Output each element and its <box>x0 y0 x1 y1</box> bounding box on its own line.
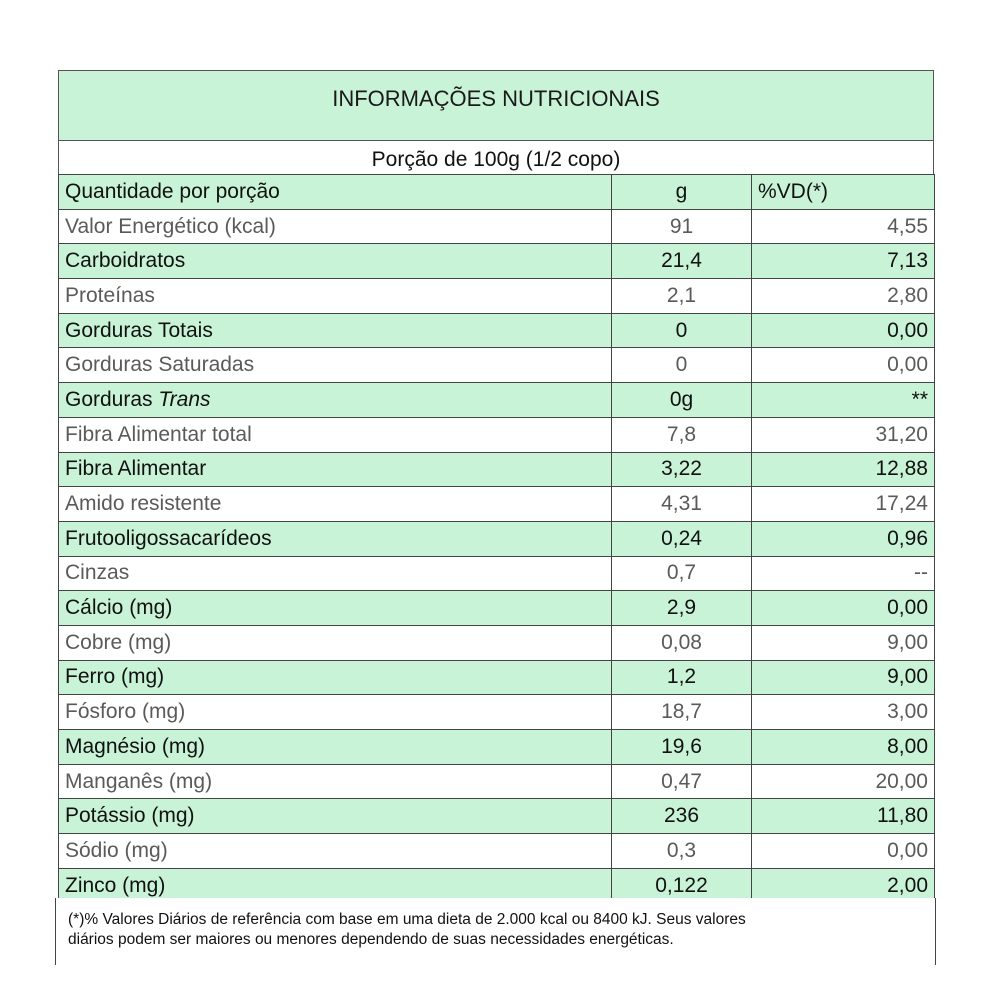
nutrient-name-text: Fibra Alimentar <box>65 457 207 481</box>
nutrient-name-text: Ferro (mg) <box>65 665 165 689</box>
nutrient-grams: 4,31 <box>612 487 752 522</box>
table-row <box>59 244 935 279</box>
nutrient-daily-value: 0,00 <box>752 348 935 383</box>
table-row <box>59 799 935 834</box>
nutrient-name-text: Cálcio (mg) <box>65 596 173 620</box>
nutrition-facts-panel <box>58 70 934 903</box>
nutrient-grams: 236 <box>612 799 752 834</box>
nutrient-grams: 0 <box>612 348 752 383</box>
nutrient-name-text: Potássio (mg) <box>65 804 195 828</box>
nutrient-name <box>59 556 612 591</box>
nutrient-grams: 0g <box>612 383 752 418</box>
nutrient-name-text: Gorduras Saturadas <box>65 353 255 377</box>
header-daily-value: %VD(*) <box>752 175 935 210</box>
nutrient-daily-value: 8,00 <box>752 730 935 765</box>
nutrient-name-text: Proteínas <box>65 283 155 307</box>
nutrient-grams: 3,22 <box>612 452 752 487</box>
nutrient-name <box>59 279 612 314</box>
nutrition-table <box>58 174 935 903</box>
nutrition-table-body <box>59 175 935 903</box>
nutrient-grams: 2,1 <box>612 279 752 314</box>
nutrient-daily-value: 0,96 <box>752 521 935 556</box>
nutrient-daily-value: 11,80 <box>752 799 935 834</box>
nutrient-grams: 0,3 <box>612 834 752 869</box>
nutrient-name-text: Carboidratos <box>65 249 186 273</box>
table-row <box>59 591 935 626</box>
nutrient-name-text: Frutooligossacarídeos <box>65 526 272 550</box>
portion-size: Porção de 100g (1/2 copo) <box>58 141 934 174</box>
nutrient-grams: 7,8 <box>612 417 752 452</box>
table-title: INFORMAÇÕES NUTRICIONAIS <box>58 70 934 141</box>
nutrient-daily-value: 9,00 <box>752 660 935 695</box>
nutrient-name-text: Gorduras <box>65 387 159 411</box>
nutrient-name-text: Gorduras Totais <box>65 318 213 342</box>
table-row <box>59 521 935 556</box>
header-quantity: Quantidade por porção <box>59 175 612 210</box>
nutrient-daily-value: 4,55 <box>752 209 935 244</box>
table-row <box>59 764 935 799</box>
nutrient-daily-value: 12,88 <box>752 452 935 487</box>
nutrient-grams: 0,47 <box>612 764 752 799</box>
nutrient-name-text: Amido resistente <box>65 492 222 516</box>
nutrient-grams: 0,7 <box>612 556 752 591</box>
nutrient-daily-value: 0,00 <box>752 313 935 348</box>
nutrient-name-text: Fósforo (mg) <box>65 700 186 724</box>
nutrient-name <box>59 487 612 522</box>
table-row <box>59 625 935 660</box>
nutrient-name-text: Sódio (mg) <box>65 838 168 862</box>
table-header-row <box>59 175 935 210</box>
table-row <box>59 487 935 522</box>
nutrient-name <box>59 834 612 869</box>
nutrient-daily-value: 3,00 <box>752 695 935 730</box>
nutrient-daily-value: 0,00 <box>752 834 935 869</box>
footnote-line-2: diários podem ser maiores ou menores dependendo de suas necessidades energéticas. <box>68 931 674 948</box>
nutrient-daily-value: 7,13 <box>752 244 935 279</box>
table-row <box>59 730 935 765</box>
nutrient-name <box>59 660 612 695</box>
nutrient-daily-value: 31,20 <box>752 417 935 452</box>
nutrient-daily-value: -- <box>752 556 935 591</box>
nutrient-name-text: Valor Energético (kcal) <box>65 214 276 238</box>
nutrient-grams: 0 <box>612 313 752 348</box>
nutrient-name <box>59 764 612 799</box>
nutrient-name <box>59 244 612 279</box>
nutrient-name-text: Cinzas <box>65 561 130 585</box>
nutrient-grams: 18,7 <box>612 695 752 730</box>
nutrient-name <box>59 625 612 660</box>
nutrient-name <box>59 452 612 487</box>
footnote <box>55 898 936 965</box>
nutrient-grams: 19,6 <box>612 730 752 765</box>
table-row <box>59 313 935 348</box>
nutrient-name <box>59 799 612 834</box>
footnote-line-1: (*)% Valores Diários de referência com base em uma dieta de 2.000 kcal ou 8400 kJ. Seus valores <box>68 911 746 928</box>
table-row <box>59 695 935 730</box>
table-row <box>59 279 935 314</box>
nutrient-daily-value: 2,00 <box>752 868 935 903</box>
nutrient-name-text: Fibra Alimentar total <box>65 422 252 446</box>
table-row <box>59 834 935 869</box>
nutrient-name <box>59 209 612 244</box>
table-row <box>59 209 935 244</box>
nutrient-grams: 21,4 <box>612 244 752 279</box>
nutrient-name-text: Manganês (mg) <box>65 769 213 793</box>
header-grams: g <box>612 175 752 210</box>
nutrient-name <box>59 695 612 730</box>
nutrient-grams: 2,9 <box>612 591 752 626</box>
nutrient-daily-value: 17,24 <box>752 487 935 522</box>
nutrient-grams: 91 <box>612 209 752 244</box>
nutrient-grams: 0,24 <box>612 521 752 556</box>
nutrient-name <box>59 383 612 418</box>
nutrient-name <box>59 348 612 383</box>
nutrient-name-text: Cobre (mg) <box>65 630 172 654</box>
nutrient-name <box>59 313 612 348</box>
nutrient-name <box>59 417 612 452</box>
table-row <box>59 452 935 487</box>
nutrient-daily-value: ** <box>752 383 935 418</box>
nutrient-daily-value: 2,80 <box>752 279 935 314</box>
nutrient-daily-value: 9,00 <box>752 625 935 660</box>
nutrient-name <box>59 521 612 556</box>
nutrient-grams: 0,122 <box>612 868 752 903</box>
nutrient-name-text: Magnésio (mg) <box>65 734 206 758</box>
table-row <box>59 660 935 695</box>
table-row <box>59 348 935 383</box>
nutrient-name-italic: Trans <box>158 387 211 411</box>
nutrient-grams: 1,2 <box>612 660 752 695</box>
table-row <box>59 383 935 418</box>
table-row <box>59 556 935 591</box>
nutrient-name-text: Zinco (mg) <box>65 873 166 897</box>
table-row <box>59 417 935 452</box>
nutrient-name <box>59 591 612 626</box>
nutrient-grams: 0,08 <box>612 625 752 660</box>
nutrient-daily-value: 20,00 <box>752 764 935 799</box>
nutrient-daily-value: 0,00 <box>752 591 935 626</box>
nutrient-name <box>59 730 612 765</box>
